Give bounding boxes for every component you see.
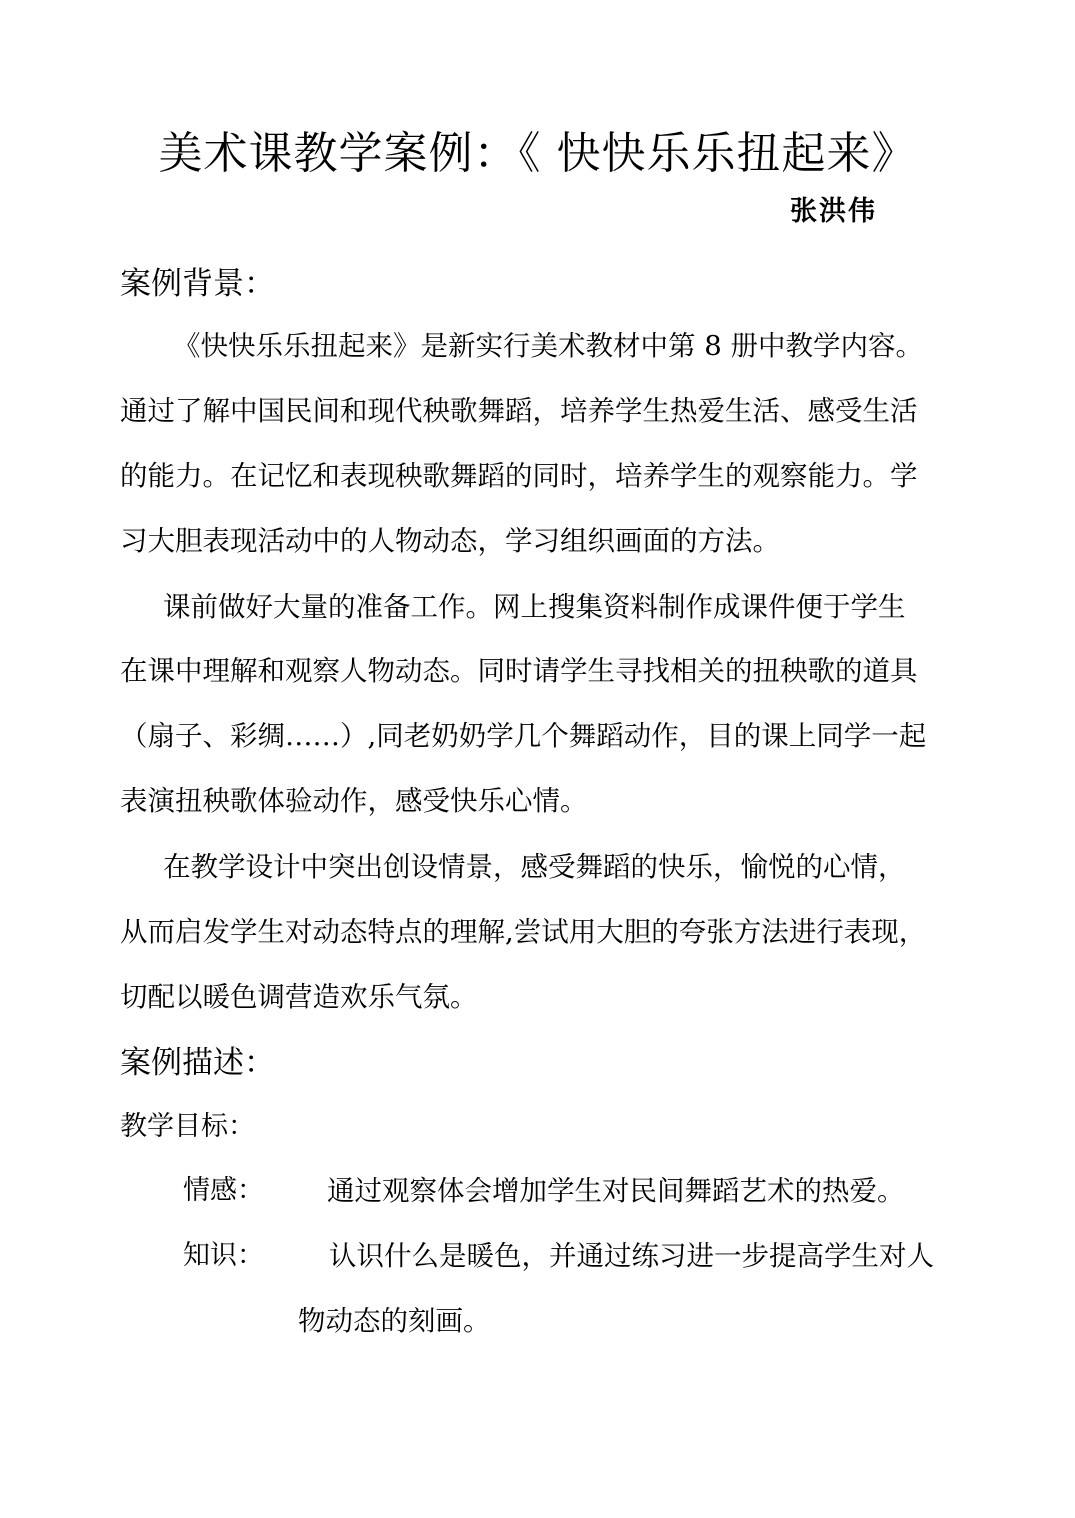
paragraph-line: 的能力。在记忆和表现秧歌舞蹈的同时，培养学生的观察能力。学 [120,460,918,492]
paragraph-line: 表演扭秧歌体验动作，感受快乐心情。 [120,785,588,817]
goal-label-emotion: 情感： [183,1175,264,1206]
paragraph-line: 在课中理解和观察人物动态。同时请学生寻找相关的扭秧歌的道具 [120,655,918,687]
author-name: 张洪伟 [790,196,877,227]
document-title: 美术课教学案例：《 快快乐乐扭起来》 [158,128,917,179]
paragraph-line: 切配以暖色调营造欢乐气氛。 [120,981,478,1013]
goal-label-knowledge: 知识： [183,1240,264,1271]
section-heading-description: 案例描述： [120,1045,275,1081]
paragraph-line: 从而启发学生对动态特点的理解,尝试用大胆的夸张方法进行表现， [120,916,927,948]
goal-text-knowledge: 认识什么是暖色，并通过练习进一步提高学生对人 [329,1240,934,1272]
goal-text-knowledge-continuation: 物动态的刻画。 [298,1305,491,1337]
paragraph-line: 通过了解中国民间和现代秧歌舞蹈，培养学生热爱生活、感受生活 [120,395,918,427]
goals-heading: 教学目标： [120,1111,255,1142]
paragraph-line: 在教学设计中突出创设情景，感受舞蹈的快乐，愉悦的心情， [163,851,906,883]
paragraph-line: 课前做好大量的准备工作。网上搜集资料制作成课件便于学生 [163,591,906,623]
goal-text-emotion: 通过观察体会增加学生对民间舞蹈艺术的热爱。 [327,1175,905,1207]
paragraph-line: 习大胆表现活动中的人物动态，学习组织画面的方法。 [120,525,780,557]
section-heading-background: 案例背景： [120,266,275,302]
paragraph-line: 《快快乐乐扭起来》是新实行美术教材中第 8 册中教学内容。 [173,330,923,362]
paragraph-line: （扇子、彩绸……）,同老奶奶学几个舞蹈动作，目的课上同学一起 [120,720,927,752]
